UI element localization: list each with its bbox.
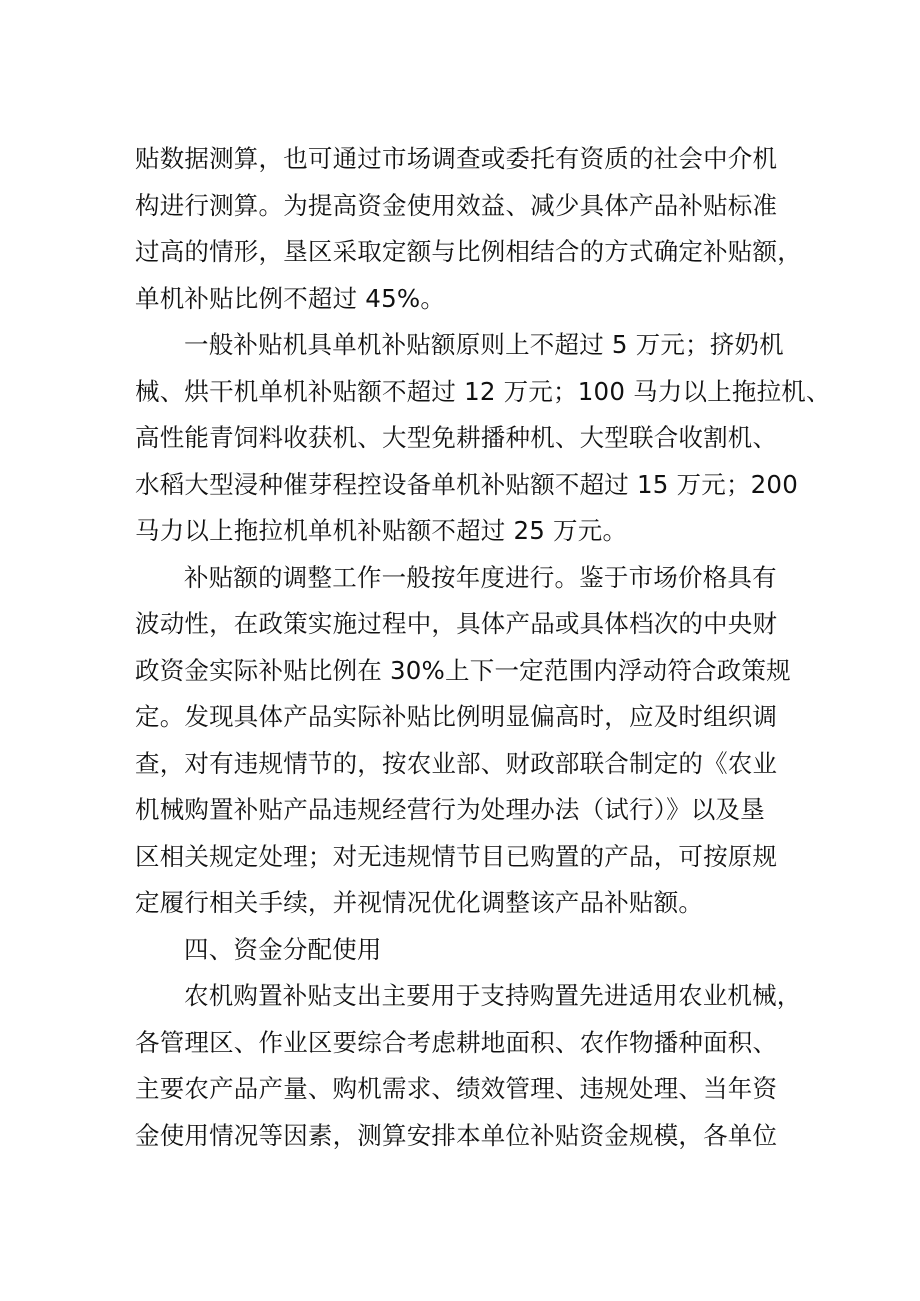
- section-heading: 四、资金分配使用: [184, 934, 382, 964]
- paragraph-start-line: 农机购置补贴支出主要用于支持购置先进适用农业机械，: [184, 981, 802, 1010]
- text-line: 机械购置补贴产品违规经营行为处理办法（试行）》以及垦: [135, 795, 765, 824]
- text-line: 定。发现具体产品实际补贴比例明显偏高时，应及时组织调: [135, 702, 778, 731]
- text-line: 过高的情形，垦区采取定额与比例相结合的方式确定补贴额，: [135, 237, 802, 266]
- text-line: 单机补贴比例不超过 45%。: [135, 283, 446, 313]
- paragraph-start-line: 一般补贴机具单机补贴额原则上不超过 5 万元；挤奶机: [184, 330, 784, 359]
- text-line: 水稻大型浸种催芽程控设备单机补贴额不超过 15 万元；200: [135, 469, 799, 499]
- text-line: 主要农产品产量、购机需求、绩效管理、违规处理、当年资: [135, 1074, 778, 1103]
- text-line: 区相关规定处理；对无违规情节目已购置的产品，可按原规: [135, 841, 778, 871]
- text-line: 政资金实际补贴比例在 30%上下一定范围内浮动符合政策规: [135, 655, 791, 685]
- document-body: [135, 136, 831, 1159]
- text-line: 械、烘干机单机补贴额不超过 12 万元；100 马力以上拖拉机、: [135, 376, 831, 406]
- text-line: 构进行测算。为提高资金使用效益、减少具体产品补贴标准: [135, 190, 778, 220]
- text-line: 马力以上拖拉机单机补贴额不超过 25 万元。: [135, 516, 628, 545]
- text-line: 定履行相关手续，并视情况优化调整该产品补贴额。: [135, 888, 704, 917]
- text-line: 各管理区、作业区要综合考虑耕地面积、农作物播种面积、: [135, 1027, 778, 1057]
- text-line: 金使用情况等因素，测算安排本单位补贴资金规模，各单位: [135, 1120, 778, 1150]
- paragraph-start-line: 补贴额的调整工作一般按年度进行。鉴于市场价格具有: [184, 562, 777, 592]
- text-line: 查，对有违规情节的，按农业部、财政部联合制定的《农业: [135, 748, 778, 778]
- text-line: 高性能青饲料收获机、大型免耕播种机、大型联合收割机、: [135, 423, 778, 452]
- text-line: 波动性，在政策实施过程中，具体产品或具体档次的中央财: [135, 609, 778, 638]
- text-line: 贴数据测算，也可通过市场调查或委托有资质的社会中介机: [135, 144, 778, 173]
